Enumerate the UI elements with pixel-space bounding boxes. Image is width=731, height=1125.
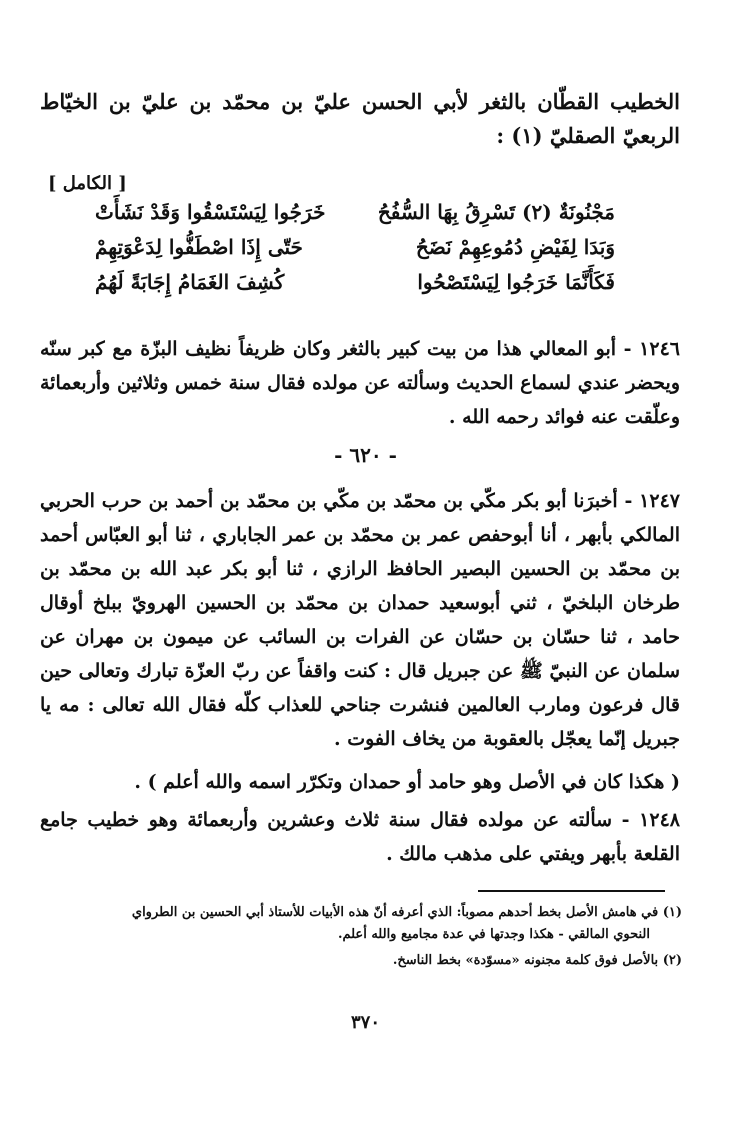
footnote-2: (٢) بالأصل فوق كلمة مجنونه «مسوّدة» بخط الناسخ. [392, 953, 682, 968]
verse-line [95, 230, 615, 265]
footnote-1: (١) في هامش الأصل بخط أحدهم مصوباً: الذي أعرفه أنّ هذه الأبيات للأستاذ أبي الحسين بن الطرواي [131, 905, 682, 920]
verse-hemistich-left: وَبَدَا لِفَيْضِ دُمُوعِهِمْ نَضَحُ [415, 235, 615, 259]
verse-hemistich-right: كُشِفَ الغَمَامُ إِجَابَةً لَهُمُ [95, 270, 285, 294]
section-number: - ٦٢٠ - [334, 443, 397, 467]
note-1247: ( هكذا كان في الأصل وهو حامد أو حمدان وتكرّر اسمه والله أعلم ) . [134, 771, 680, 793]
intro-paragraph: الخطيب القطّان بالثغر لأبي الحسن عليّ بن محمّد بن عليّ بن الخيّاط الربعيّ الصقليّ (١) : [40, 89, 680, 148]
verse-line [95, 195, 615, 230]
verse-hemistich-right: حَتّى إِذَا اصْطَفُّوا لِدَعْوَتِهِمْ [95, 235, 303, 259]
poem-verses [95, 195, 615, 300]
page-number: ٣٧٠ [350, 1012, 380, 1033]
paragraph-1248: ١٢٤٨ - سألته عن مولده فقال سنة ثلاث وعشرين وأربعمائة وهو خطيب جامع القلعة بأبهر ويفتي على مذهب مالك . [40, 809, 680, 865]
footnote-rule [478, 890, 665, 892]
verse-hemistich-left: فَكَأَنَّمَا خَرَجُوا لِيَسْتَصْحُوا [417, 270, 615, 294]
verse-hemistich-right: خَرَجُوا لِيَسْتَسْقُوا وَقَدْ نَشَأَتْ [95, 200, 326, 224]
verse-hemistich-left: مَجْنُونَةٌ (٢) تَسْرِقُ بِهَا السُّفُحُ [377, 200, 615, 224]
footnote-1-continued: النحوي المالقي - هكذا وجدتها في عدة مجاميع والله أعلم. [337, 927, 650, 942]
paragraph-1247: ١٢٤٧ - أخبرَنا أبو بكر مكّي بن محمّد بن مكّي بن محمّد بن أحمد بن حرب الحربي المالكي بأبهر ، أنا أبوحفص عمر بن محمّد بن عمر الجاباري ، ثنا أبو العبّاس أحمد بن محمّد بن الحسين البصير الحافظ الرازي ، ثنا أبو بكر عبد الله بن محمّد بن طرخان البلخيّ ، ثني أبوسعيد حمدان بن محمّد بن الحسين الهرويّ ببلخ أوقال حامد ، ثنا حسّان بن حسّان عن الفرات بن السائب عن ميمون بن مهران عن سلمان عن النبيّ ﷺ عن جبريل قال : كنت واقفاً عن ربّ العزّة تبارك وتعالى حين قال فرعون ومارب العالمين فنشرت جناحي للعذاب كلّه فقال الله تعالى : مه يا جبريل إنّما يعجّل بالعقوبة من يخاف الفوت . [40, 490, 680, 750]
verse-line [95, 265, 615, 300]
verse-meter-label: [ الكامل ] [48, 173, 127, 194]
paragraph-1246: ١٢٤٦ - أبو المعالي هذا من بيت كبير بالثغر وكان ظريفاً نظيف البزّة مع كبر سنّه ويحضر عندي لسماع الحديث وسألته عن مولده فقال سنة خمس وثلاثين وأربعمائة وعلّقت عنه فوائد رحمه الله . [40, 338, 680, 428]
